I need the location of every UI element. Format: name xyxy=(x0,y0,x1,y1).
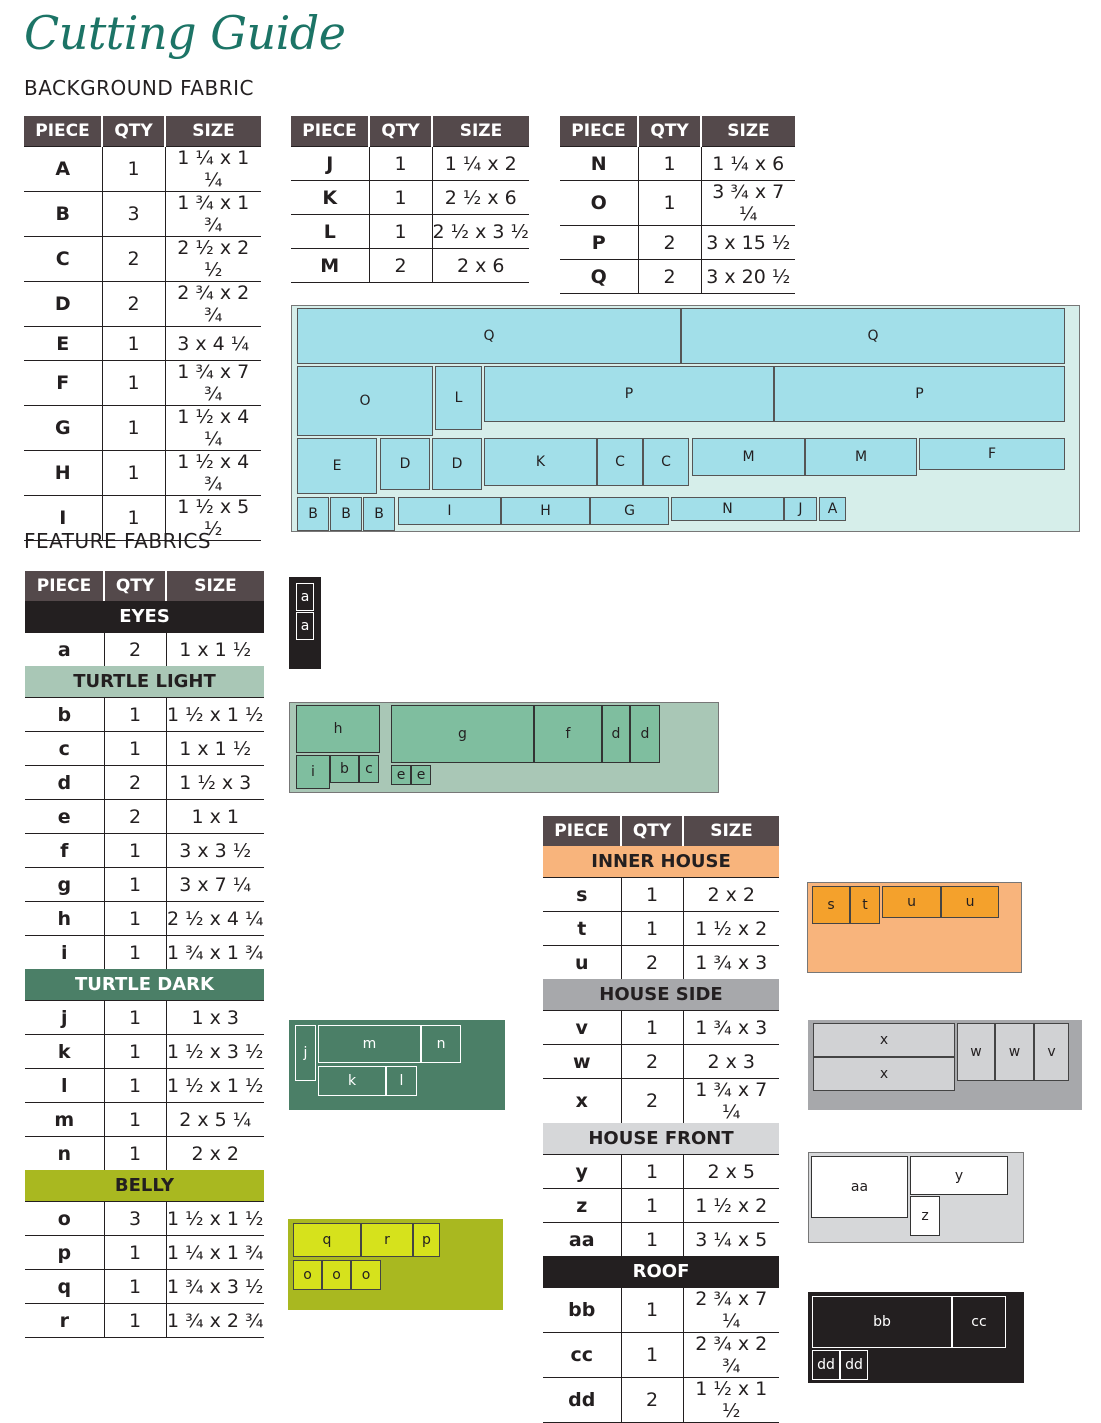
table-row xyxy=(25,1236,264,1270)
size-cell: 2 x 5 xyxy=(683,1155,779,1189)
belly-piece: o xyxy=(322,1260,351,1290)
qty-cell: 1 xyxy=(104,732,166,766)
table-row xyxy=(543,1155,779,1189)
size-header: SIZE xyxy=(701,116,795,147)
size-cell: 1 ¼ x 2 xyxy=(432,147,529,181)
qty-cell: 2 xyxy=(104,766,166,800)
size-cell: 2 ¾ x 2 ¾ xyxy=(165,282,261,327)
background-piece: O xyxy=(297,366,433,436)
size-cell: 2 ¾ x 7 ¼ xyxy=(683,1288,779,1333)
size-cell: 1 ½ x 1 ½ xyxy=(683,1378,779,1423)
piece-cell: I xyxy=(24,496,102,541)
qty-cell: 2 xyxy=(369,249,432,283)
roof-piece: dd xyxy=(812,1350,840,1380)
table-row xyxy=(25,936,264,970)
background-piece: M xyxy=(805,438,917,476)
qty-cell: 2 xyxy=(102,237,165,282)
roof-piece: bb xyxy=(812,1296,952,1348)
inner-house-piece: t xyxy=(850,886,880,924)
turtle-light-piece: e xyxy=(391,765,411,785)
size-cell: 2 ½ x 6 xyxy=(432,181,529,215)
piece-cell: u xyxy=(543,946,621,980)
piece-cell: q xyxy=(25,1270,104,1304)
qty-cell: 1 xyxy=(621,1189,683,1223)
qty-cell: 1 xyxy=(104,1236,166,1270)
table-row xyxy=(25,766,264,800)
background-piece: Q xyxy=(297,308,681,364)
size-header: SIZE xyxy=(432,116,529,147)
house-side-piece: x xyxy=(813,1057,955,1091)
piece-cell: dd xyxy=(543,1378,621,1423)
group-header: HOUSE FRONT xyxy=(543,1123,779,1155)
house-front-piece: z xyxy=(910,1196,940,1236)
table-row xyxy=(25,1001,264,1035)
belly-piece: p xyxy=(413,1223,440,1257)
qty-cell: 1 xyxy=(104,1304,166,1338)
qty-cell: 1 xyxy=(621,1333,683,1378)
qty-cell: 3 xyxy=(102,192,165,237)
size-cell: 1 ¾ x 1 ¾ xyxy=(165,192,261,237)
qty-cell: 1 xyxy=(102,496,165,541)
size-cell: 2 ½ x 4 ¼ xyxy=(166,902,264,936)
background-piece: D xyxy=(380,438,430,490)
house-side-piece: w xyxy=(995,1023,1034,1081)
table-row xyxy=(25,834,264,868)
size-cell: 1 ½ x 4 ¼ xyxy=(165,406,261,451)
table-row xyxy=(543,1378,779,1423)
table-row xyxy=(291,147,529,181)
size-header: SIZE xyxy=(165,116,261,147)
qty-cell: 1 xyxy=(369,215,432,249)
roof-piece: cc xyxy=(952,1296,1006,1348)
turtle-light-piece: b xyxy=(330,755,359,783)
background-table-a-i xyxy=(24,116,261,541)
table-row xyxy=(560,260,795,294)
size-cell: 3 ¼ x 5 xyxy=(683,1223,779,1257)
qty-cell: 1 xyxy=(638,181,701,226)
piece-cell: f xyxy=(25,834,104,868)
table-row xyxy=(543,1189,779,1223)
piece-cell: l xyxy=(25,1069,104,1103)
table-row xyxy=(24,327,261,361)
qty-cell: 1 xyxy=(638,147,701,181)
size-cell: 1 x 1 ½ xyxy=(166,732,264,766)
background-piece: E xyxy=(297,438,377,494)
piece-cell: o xyxy=(25,1202,104,1236)
size-cell: 2 x 2 xyxy=(166,1137,264,1171)
size-cell: 1 ½ x 3 ½ xyxy=(166,1035,264,1069)
piece-cell: A xyxy=(24,147,102,192)
turtle-dark-piece: n xyxy=(421,1025,461,1063)
table-row xyxy=(25,732,264,766)
piece-cell: Q xyxy=(560,260,638,294)
turtle-dark-piece: m xyxy=(318,1025,421,1063)
table-row xyxy=(24,192,261,237)
qty-cell: 1 xyxy=(369,181,432,215)
size-cell: 1 ¾ x 2 ¾ xyxy=(166,1304,264,1338)
background-piece: N xyxy=(671,497,784,521)
qty-cell: 2 xyxy=(638,260,701,294)
table-row xyxy=(543,946,779,980)
piece-cell: O xyxy=(560,181,638,226)
house-front-piece: y xyxy=(910,1156,1008,1195)
size-cell: 1 ¾ x 3 ½ xyxy=(166,1270,264,1304)
house-side-piece: x xyxy=(813,1023,955,1057)
group-header: TURTLE LIGHT xyxy=(25,666,264,698)
background-piece: C xyxy=(643,438,689,486)
qty-cell: 1 xyxy=(104,868,166,902)
qty-header: QTY xyxy=(369,116,432,147)
qty-cell: 1 xyxy=(369,147,432,181)
qty-cell: 1 xyxy=(102,406,165,451)
piece-cell: J xyxy=(291,147,369,181)
qty-cell: 2 xyxy=(104,800,166,834)
roof-piece: dd xyxy=(840,1350,868,1380)
background-piece: H xyxy=(501,497,590,525)
size-cell: 2 ¾ x 2 ¾ xyxy=(683,1333,779,1378)
size-cell: 3 x 15 ½ xyxy=(701,226,795,260)
size-cell: 1 ½ x 1 ½ xyxy=(166,1069,264,1103)
piece-cell: E xyxy=(24,327,102,361)
qty-cell: 1 xyxy=(621,878,683,912)
piece-cell: n xyxy=(25,1137,104,1171)
table-row xyxy=(291,181,529,215)
table-row xyxy=(24,147,261,192)
piece-cell: z xyxy=(543,1189,621,1223)
qty-cell: 1 xyxy=(104,698,166,732)
table-row xyxy=(24,451,261,496)
qty-cell: 2 xyxy=(638,226,701,260)
piece-cell: aa xyxy=(543,1223,621,1257)
turtle-light-piece: e xyxy=(411,765,431,785)
turtle-light-piece: i xyxy=(296,755,330,789)
size-cell: 1 ½ x 1 ½ xyxy=(166,1202,264,1236)
qty-cell: 1 xyxy=(104,834,166,868)
group-header: ROOF xyxy=(543,1256,779,1288)
qty-header: QTY xyxy=(621,816,683,846)
qty-cell: 1 xyxy=(104,936,166,970)
qty-cell: 1 xyxy=(102,327,165,361)
background-piece: C xyxy=(597,438,643,486)
size-cell: 3 x 20 ½ xyxy=(701,260,795,294)
turtle-light-piece: f xyxy=(534,705,602,763)
qty-cell: 1 xyxy=(621,1223,683,1257)
table-row xyxy=(560,147,795,181)
house-front-piece: aa xyxy=(811,1156,908,1218)
table-row xyxy=(543,1045,779,1079)
group-header: BELLY xyxy=(25,1170,264,1202)
size-cell: 1 ¾ x 7 ¾ xyxy=(165,361,261,406)
background-piece: B xyxy=(330,497,362,531)
qty-cell: 1 xyxy=(104,902,166,936)
feature-fabrics-heading: FEATURE FABRICS xyxy=(24,529,212,553)
size-cell: 1 ½ x 2 xyxy=(683,1189,779,1223)
piece-cell: m xyxy=(25,1103,104,1137)
piece-cell: w xyxy=(543,1045,621,1079)
table-row xyxy=(24,361,261,406)
table-row xyxy=(560,181,795,226)
piece-cell: b xyxy=(25,698,104,732)
background-table-n-q xyxy=(560,116,795,294)
piece-cell: H xyxy=(24,451,102,496)
piece-cell: v xyxy=(543,1011,621,1045)
size-cell: 2 ½ x 2 ½ xyxy=(165,237,261,282)
size-cell: 1 ½ x 2 xyxy=(683,912,779,946)
piece-cell: bb xyxy=(543,1288,621,1333)
qty-cell: 1 xyxy=(621,1011,683,1045)
table-row xyxy=(25,1202,264,1236)
size-cell: 1 x 3 xyxy=(166,1001,264,1035)
group-header: HOUSE SIDE xyxy=(543,979,779,1011)
piece-cell: G xyxy=(24,406,102,451)
table-row xyxy=(543,1223,779,1257)
qty-cell: 2 xyxy=(621,1079,683,1124)
piece-cell: i xyxy=(25,936,104,970)
piece-cell: K xyxy=(291,181,369,215)
table-row xyxy=(543,1333,779,1378)
background-piece: D xyxy=(432,438,482,490)
background-piece: I xyxy=(398,497,501,525)
piece-cell: L xyxy=(291,215,369,249)
group-header: TURTLE DARK xyxy=(25,969,264,1001)
background-piece: K xyxy=(484,438,597,486)
size-cell: 1 ¾ x 3 xyxy=(683,946,779,980)
table-row xyxy=(24,406,261,451)
size-cell: 1 ¾ x 1 ¾ xyxy=(166,936,264,970)
table-row xyxy=(25,1304,264,1338)
table-row xyxy=(24,237,261,282)
house-side-piece: v xyxy=(1034,1023,1069,1081)
size-cell: 1 x 1 ½ xyxy=(166,633,264,667)
qty-cell: 1 xyxy=(102,147,165,192)
size-cell: 1 ¾ x 7 ¼ xyxy=(683,1079,779,1124)
background-table-j-m xyxy=(291,116,529,283)
table-row xyxy=(543,878,779,912)
table-row xyxy=(24,496,261,541)
piece-cell: p xyxy=(25,1236,104,1270)
group-header: INNER HOUSE xyxy=(543,846,779,878)
table-row xyxy=(543,1288,779,1333)
piece-cell: h xyxy=(25,902,104,936)
size-cell: 1 ½ x 4 ¾ xyxy=(165,451,261,496)
piece-cell: C xyxy=(24,237,102,282)
size-cell: 2 ½ x 3 ½ xyxy=(432,215,529,249)
piece-cell: cc xyxy=(543,1333,621,1378)
background-piece: M xyxy=(692,438,805,476)
qty-cell: 1 xyxy=(621,1288,683,1333)
size-cell: 2 x 2 xyxy=(683,878,779,912)
piece-header: PIECE xyxy=(560,116,638,147)
background-piece: B xyxy=(363,497,395,531)
qty-header: QTY xyxy=(638,116,701,147)
background-piece: G xyxy=(590,497,669,525)
size-cell: 3 x 7 ¼ xyxy=(166,868,264,902)
background-piece: Q xyxy=(681,308,1065,364)
turtle-dark-piece: k xyxy=(318,1066,386,1096)
qty-cell: 2 xyxy=(102,282,165,327)
house-side-piece: w xyxy=(957,1023,995,1081)
table-row xyxy=(543,1079,779,1124)
turtle-light-piece: c xyxy=(359,755,379,783)
qty-cell: 2 xyxy=(621,1378,683,1423)
background-piece: P xyxy=(484,366,774,422)
piece-cell: k xyxy=(25,1035,104,1069)
background-piece: B xyxy=(297,497,329,531)
size-cell: 1 ½ x 1 ½ xyxy=(166,698,264,732)
background-piece: A xyxy=(819,497,846,521)
feature-table-turtle xyxy=(25,571,264,1338)
table-row xyxy=(543,912,779,946)
size-cell: 1 ¼ x 6 xyxy=(701,147,795,181)
table-row xyxy=(291,249,529,283)
qty-cell: 2 xyxy=(621,946,683,980)
qty-cell: 1 xyxy=(621,912,683,946)
piece-cell: B xyxy=(24,192,102,237)
qty-cell: 1 xyxy=(102,451,165,496)
piece-cell: c xyxy=(25,732,104,766)
piece-cell: r xyxy=(25,1304,104,1338)
table-row xyxy=(560,226,795,260)
background-piece: F xyxy=(919,438,1065,470)
turtle-dark-piece: l xyxy=(386,1066,417,1096)
size-cell: 1 ½ x 5 ½ xyxy=(165,496,261,541)
size-cell: 3 x 3 ½ xyxy=(166,834,264,868)
piece-cell: F xyxy=(24,361,102,406)
group-header: EYES xyxy=(25,601,264,633)
piece-cell: e xyxy=(25,800,104,834)
piece-cell: M xyxy=(291,249,369,283)
belly-piece: o xyxy=(351,1260,381,1290)
table-row xyxy=(25,902,264,936)
table-row xyxy=(25,1137,264,1171)
table-row xyxy=(543,1011,779,1045)
page-title: Cutting Guide xyxy=(24,6,346,60)
piece-cell: D xyxy=(24,282,102,327)
qty-cell: 1 xyxy=(104,1035,166,1069)
piece-header: PIECE xyxy=(24,116,102,147)
size-cell: 2 x 3 xyxy=(683,1045,779,1079)
turtle-light-piece: d xyxy=(630,705,660,763)
size-cell: 3 x 4 ¼ xyxy=(165,327,261,361)
background-fabric-heading: BACKGROUND FABRIC xyxy=(24,76,254,100)
table-row xyxy=(25,1069,264,1103)
table-row xyxy=(25,868,264,902)
belly-piece: r xyxy=(361,1223,413,1257)
size-cell: 2 x 5 ¼ xyxy=(166,1103,264,1137)
turtle-light-piece: g xyxy=(391,705,534,763)
table-row xyxy=(25,633,264,667)
piece-cell: t xyxy=(543,912,621,946)
table-row xyxy=(25,800,264,834)
size-cell: 1 x 1 xyxy=(166,800,264,834)
table-row xyxy=(25,698,264,732)
qty-cell: 1 xyxy=(621,1155,683,1189)
qty-cell: 3 xyxy=(104,1202,166,1236)
qty-cell: 2 xyxy=(104,633,166,667)
qty-cell: 1 xyxy=(104,1103,166,1137)
size-cell: 2 x 6 xyxy=(432,249,529,283)
turtle-light-piece: h xyxy=(296,705,380,753)
eyes-piece: a xyxy=(296,612,314,640)
piece-cell: P xyxy=(560,226,638,260)
piece-cell: N xyxy=(560,147,638,181)
qty-header: QTY xyxy=(102,116,165,147)
piece-cell: d xyxy=(25,766,104,800)
piece-cell: g xyxy=(25,868,104,902)
table-row xyxy=(25,1035,264,1069)
table-row xyxy=(24,282,261,327)
size-cell: 3 ¾ x 7 ¼ xyxy=(701,181,795,226)
qty-header: QTY xyxy=(104,571,166,601)
piece-cell: j xyxy=(25,1001,104,1035)
piece-header: PIECE xyxy=(25,571,104,601)
qty-cell: 1 xyxy=(104,1270,166,1304)
size-cell: 1 ¼ x 1 ¾ xyxy=(166,1236,264,1270)
belly-piece: q xyxy=(293,1223,361,1257)
piece-cell: a xyxy=(25,633,104,667)
piece-cell: x xyxy=(543,1079,621,1124)
inner-house-piece: u xyxy=(941,886,999,918)
size-header: SIZE xyxy=(683,816,779,846)
piece-cell: s xyxy=(543,878,621,912)
size-cell: 1 ½ x 3 xyxy=(166,766,264,800)
inner-house-piece: u xyxy=(882,886,941,918)
background-piece: J xyxy=(784,497,817,521)
belly-piece: o xyxy=(293,1260,322,1290)
piece-cell: y xyxy=(543,1155,621,1189)
feature-table-house xyxy=(543,816,779,1423)
qty-cell: 2 xyxy=(621,1045,683,1079)
qty-cell: 1 xyxy=(104,1001,166,1035)
table-row xyxy=(291,215,529,249)
size-cell: 1 ¾ x 3 xyxy=(683,1011,779,1045)
table-row xyxy=(25,1270,264,1304)
table-row xyxy=(25,1103,264,1137)
turtle-light-piece: d xyxy=(602,705,630,763)
qty-cell: 1 xyxy=(104,1137,166,1171)
size-header: SIZE xyxy=(166,571,264,601)
background-piece: L xyxy=(435,366,482,430)
piece-header: PIECE xyxy=(543,816,621,846)
qty-cell: 1 xyxy=(104,1069,166,1103)
background-piece: P xyxy=(774,366,1065,422)
size-cell: 1 ¼ x 1 ¼ xyxy=(165,147,261,192)
eyes-piece: a xyxy=(296,583,314,611)
piece-header: PIECE xyxy=(291,116,369,147)
inner-house-piece: s xyxy=(812,886,850,924)
qty-cell: 1 xyxy=(102,361,165,406)
turtle-dark-piece: j xyxy=(295,1025,316,1081)
